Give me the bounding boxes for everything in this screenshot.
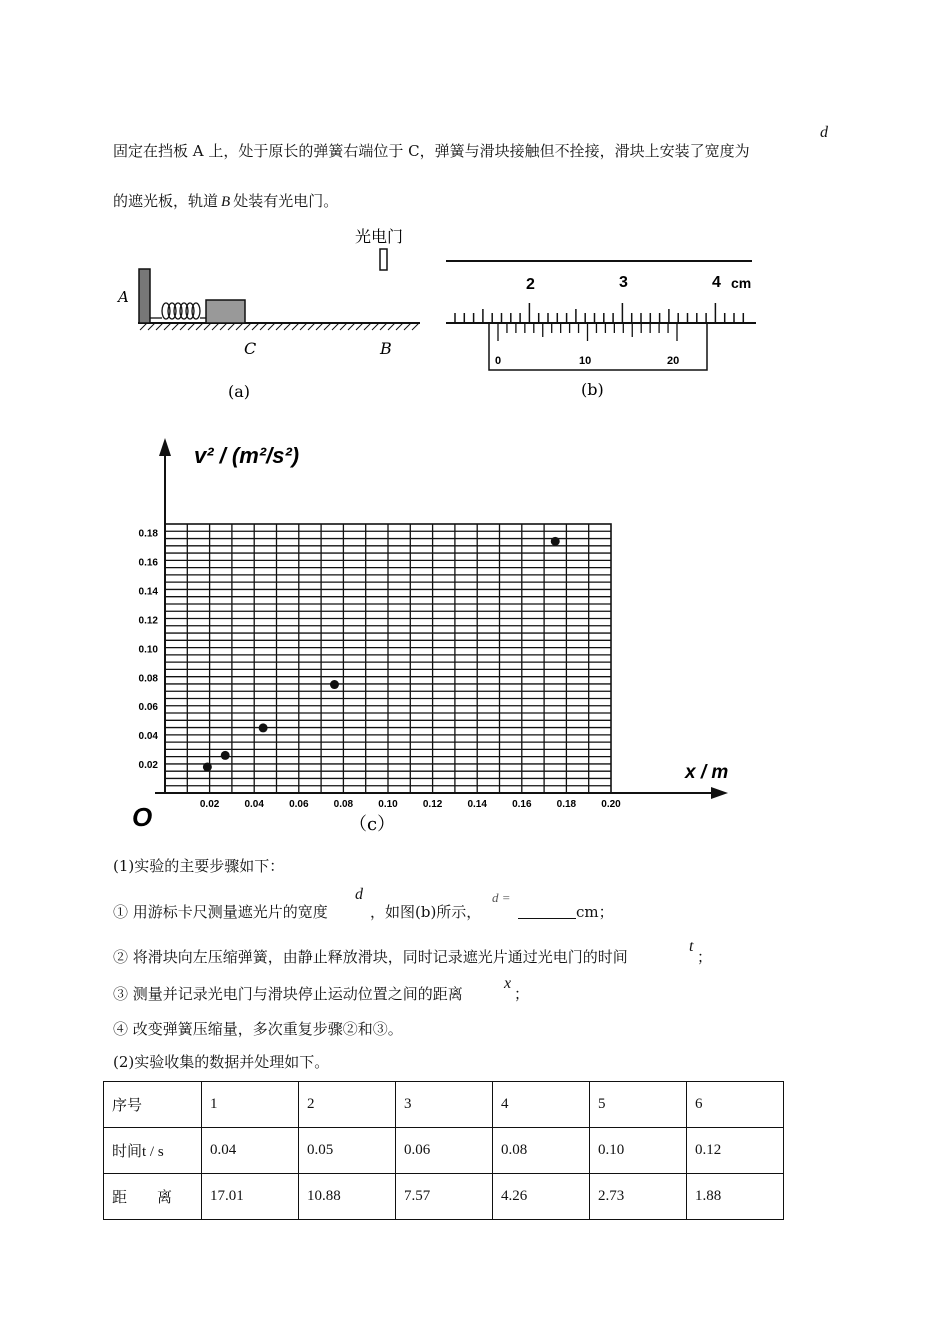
label-a: A [118, 288, 129, 306]
step-3-end: ； [514, 985, 530, 1003]
y-axis-label: v² / (m²/s²) [194, 443, 300, 468]
intro-line-1: 固定在挡板 A 上，处于原长的弹簧右端位于 C，弹簧与滑块接触但不拴接，滑块上安装了宽度为 [113, 142, 750, 160]
x-tick-label: 0.02 [199, 799, 220, 810]
chart-grid [165, 524, 611, 793]
intro-line-2: 的遮光板，轨道 B 处装有光电门。 [113, 192, 339, 210]
y-tick-label: 0.16 [138, 557, 158, 569]
step-1-answer: cm； [518, 901, 614, 922]
data-point [221, 751, 230, 760]
step-3-var-x: x [504, 975, 512, 992]
caption-c: （c） [349, 814, 396, 835]
x-axis-arrow [711, 787, 728, 799]
data-heading: (2)实验收集的数据并处理如下。 [113, 1053, 330, 1071]
table-cell: 距 离 [104, 1174, 202, 1220]
step-1: ① 用游标卡尺测量遮光片的宽度 [113, 903, 328, 921]
x-axis-label: x / m [685, 762, 729, 783]
answer-blank[interactable] [518, 904, 576, 919]
data-points [203, 537, 560, 772]
table-cell: 0.05 [299, 1128, 396, 1174]
step-4: ④ 改变弹簧压缩量，多次重复步骤②和③。 [113, 1020, 403, 1038]
main-label-2: 2 [526, 276, 535, 293]
step-3: ③ 测量并记录光电门与滑块停止运动位置之间的距离 [113, 985, 463, 1003]
step-1-eq: d = [492, 890, 511, 905]
vernier-label-10: 10 [579, 355, 592, 367]
x-tick-label: 0.04 [244, 799, 264, 810]
step-1-var-d: d [355, 886, 363, 903]
vernier-label-0: 0 [495, 355, 502, 367]
data-point [330, 680, 339, 689]
y-tick-label: 0.04 [138, 731, 158, 743]
step-1-mid: ，如图(b)所示， [370, 903, 482, 921]
table-cell: 0.06 [396, 1128, 493, 1174]
table-cell: 1 [202, 1082, 299, 1128]
intro-var-d: d [820, 124, 828, 141]
table-cell: 2.73 [590, 1174, 687, 1220]
x-tick-label: 0.16 [512, 799, 532, 810]
unit-cm: cm [731, 275, 752, 291]
x-tick-label: 0.12 [422, 799, 443, 810]
table-cell: 7.57 [396, 1174, 493, 1220]
table-cell: 0.08 [493, 1128, 590, 1174]
table-cell: 3 [396, 1082, 493, 1128]
table-cell: 0.04 [202, 1128, 299, 1174]
table-cell: 10.88 [299, 1174, 396, 1220]
table-row [104, 1174, 784, 1220]
step-2-end: ； [697, 948, 713, 966]
y-tick-labels [139, 529, 159, 771]
table-cell: 序号 [104, 1082, 202, 1128]
table-cell: 0.12 [687, 1128, 784, 1174]
table-row [104, 1128, 784, 1174]
y-tick-label: 0.06 [138, 702, 158, 714]
table-cell: 6 [687, 1082, 784, 1128]
y-axis-arrow [159, 438, 171, 456]
x-tick-label: 0.06 [289, 799, 309, 810]
step-2-var-t: t [689, 938, 694, 955]
table-cell: 0.10 [590, 1128, 687, 1174]
table-cell: 5 [590, 1082, 687, 1128]
step-2: ② 将滑块向左压缩弹簧，由静止释放滑块，同时记录遮光片通过光电门的时间 [113, 948, 628, 966]
x-tick-label: 0.08 [333, 799, 354, 810]
y-tick-label: 0.02 [138, 760, 158, 772]
table-cell: 1.88 [687, 1174, 784, 1220]
x-tick-label: 0.20 [601, 799, 621, 810]
label-c: C [244, 339, 257, 358]
data-point [203, 762, 212, 771]
main-label-3: 3 [619, 274, 628, 291]
y-tick-label: 0.18 [138, 528, 158, 540]
x-tick-labels [200, 799, 621, 810]
x-tick-label: 0.14 [467, 799, 487, 810]
caption-a: (a) [228, 382, 251, 401]
table-cell: 17.01 [202, 1174, 299, 1220]
y-tick-label: 0.10 [138, 644, 158, 656]
data-table [103, 1081, 784, 1220]
table-cell: 4 [493, 1082, 590, 1128]
y-tick-label: 0.14 [138, 586, 158, 598]
main-label-4: 4 [712, 274, 721, 291]
table-cell: 2 [299, 1082, 396, 1128]
table-cell: 时间t / s [104, 1128, 202, 1174]
data-point [259, 723, 268, 732]
vernier-label-20: 20 [667, 355, 680, 367]
y-tick-label: 0.12 [138, 615, 158, 627]
table-row [104, 1082, 784, 1128]
label-b: B [380, 339, 392, 358]
label-light-gate: 光电门 [355, 227, 404, 246]
x-tick-label: 0.18 [556, 799, 577, 810]
y-tick-label: 0.08 [138, 673, 158, 685]
origin-label: O [132, 802, 153, 832]
table-cell: 4.26 [493, 1174, 590, 1220]
caption-b: (b) [581, 380, 604, 399]
data-point [551, 537, 560, 546]
steps-heading: (1)实验的主要步骤如下： [113, 857, 285, 875]
x-tick-label: 0.10 [378, 799, 398, 810]
